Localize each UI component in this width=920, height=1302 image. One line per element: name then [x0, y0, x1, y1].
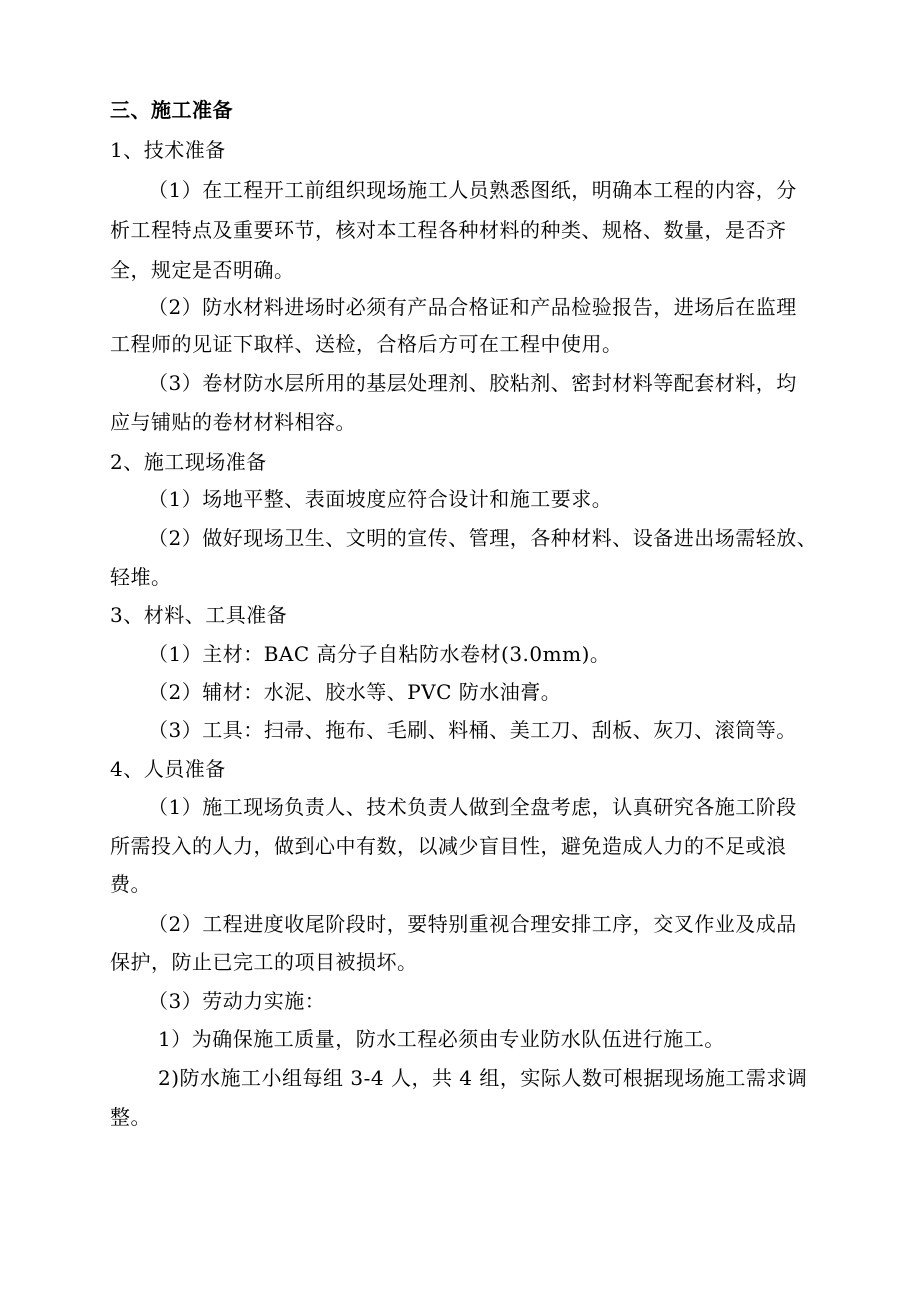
s4-title: 4、人员准备 [110, 757, 226, 781]
s2-p1-line1: （1）场地平整、表面坡度应符合设计和施工要求。 [148, 487, 613, 511]
s4-p4-line1: 1）为确保施工质量，防水工程必须由专业防水队伍进行施工。 [158, 1027, 725, 1051]
s1-p3-line2: 应与铺贴的卷材材料相容。 [110, 410, 356, 434]
s4-p1-line3: 费。 [110, 872, 151, 896]
s3-p2-line1: （2）辅材：水泥、胶水等、PVC 防水油膏。 [148, 680, 562, 704]
s1-p2-line1: （2）防水材料进场时必须有产品合格证和产品检验报告，进场后在监理 [148, 295, 797, 319]
s3-title: 3、材料、工具准备 [110, 603, 288, 627]
s1-title: 1、技术准备 [110, 138, 226, 162]
s3-p3-line1: （3）工具：扫帚、拖布、毛刷、料桶、美工刀、刮板、灰刀、滚筒等。 [148, 718, 797, 742]
s4-p5-line2: 整。 [110, 1105, 151, 1129]
s4-p2-line2: 保护，防止已完工的项目被损坏。 [110, 950, 418, 974]
s1-p2-line2: 工程师的见证下取样、送检，合格后方可在工程中使用。 [110, 332, 623, 356]
s4-p3-line1: （3）劳动力实施： [148, 989, 326, 1013]
s1-p1-line1: （1）在工程开工前组织现场施工人员熟悉图纸，明确本工程的内容，分 [148, 178, 797, 202]
s1-p1-line2: 析工程特点及重要环节，核对本工程各种材料的种类、规格、数量，是否齐 [110, 218, 787, 242]
s4-p2-line1: （2）工程进度收尾阶段时，要特别重视合理安排工序，交叉作业及成品 [148, 912, 797, 936]
s2-p2-line1: （2）做好现场卫生、文明的宣传、管理，各种材料、设备进出场需轻放、 [148, 526, 818, 550]
s4-p1-line2: 所需投入的人力，做到心中有数，以减少盲目性，避免造成人力的不足或浪 [110, 834, 787, 858]
section-title: 三、施工准备 [110, 98, 233, 122]
s3-p1-line1: （1）主材：BAC 高分子自粘防水卷材(3.0mm)。 [148, 642, 611, 666]
s1-p3-line1: （3）卷材防水层所用的基层处理剂、胶粘剂、密封材料等配套材料，均 [148, 371, 797, 395]
s1-p1-line3: 全，规定是否明确。 [110, 258, 295, 282]
s2-p2-line2: 轻堆。 [110, 565, 172, 589]
s4-p5-line1: 2)防水施工小组每组 3-4 人，共 4 组，实际人数可根据现场施工需求调 [158, 1066, 808, 1090]
s4-p1-line1: （1）施工现场负责人、技术负责人做到全盘考虑，认真研究各施工阶段 [148, 795, 797, 819]
s2-title: 2、施工现场准备 [110, 450, 267, 474]
